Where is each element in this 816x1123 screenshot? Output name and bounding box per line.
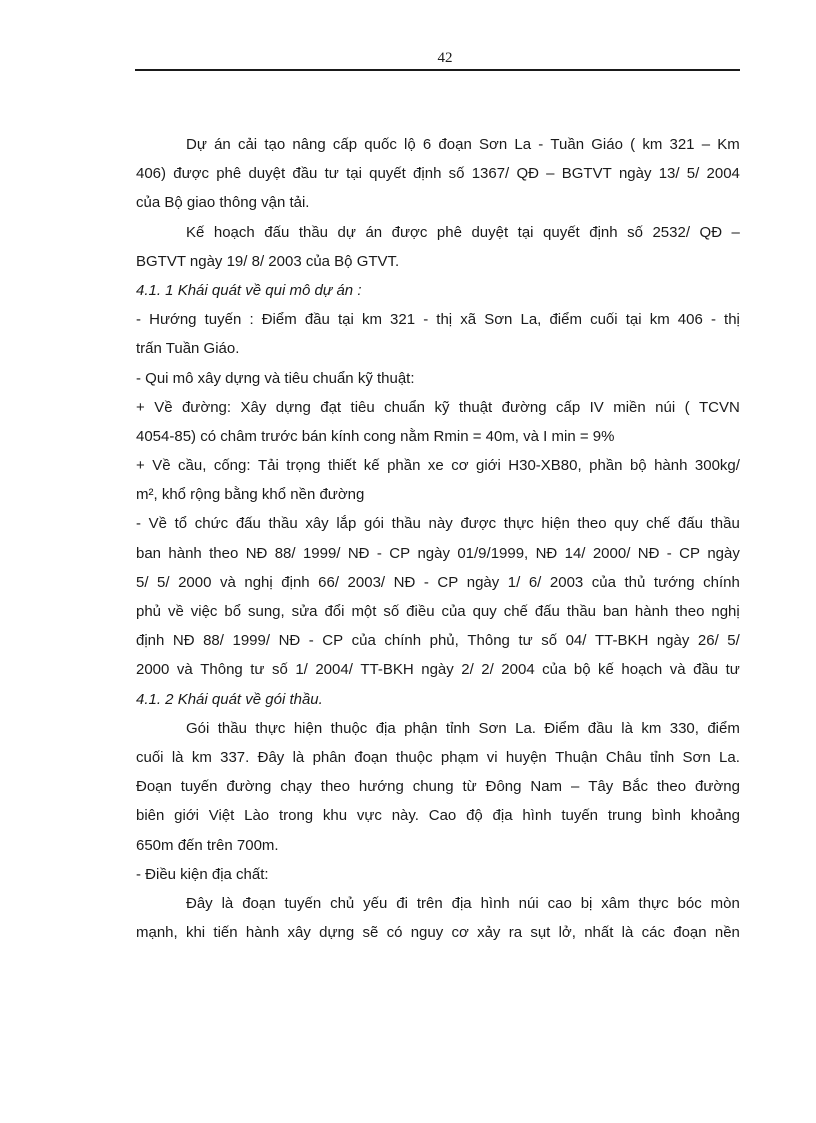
text-line: - Qui mô xây dựng và tiêu chuẩn kỹ thuật: [136, 369, 415, 387]
text-line: m², khổ rộng bằng khổ nền đường [136, 486, 365, 504]
text-line: Đoạn tuyến đường chạy theo hướng chung từ Đông Nam – Tây Bắc theo đường [136, 778, 740, 796]
section-heading: 4.1. 2 Khái quát về gói thầu. [136, 690, 323, 708]
text-line: + Về cầu, cống: Tải trọng thiết kế phần xe cơ giới H30-XB80, phần bộ hành 300kg/ [136, 457, 740, 475]
page-number: 42 [437, 50, 453, 66]
text-line: cuối là km 337. Đây là phân đoạn thuộc phạm vi huyện Thuận Châu tỉnh Sơn La. [136, 748, 740, 766]
text-line: 406) được phê duyệt đầu tư tại quyết định số 1367/ QĐ – BGTVT ngày 13/ 5/ 2004 [136, 165, 740, 183]
text-line: mạnh, khi tiến hành xây dựng sẽ có nguy cơ xảy ra sụt lở, nhất là các đoạn nền [136, 924, 740, 942]
text-line: 650m đến trên 700m. [136, 836, 279, 854]
text-line: 5/ 5/ 2000 và nghị định 66/ 2003/ NĐ - CP ngày 1/ 6/ 2003 của thủ tướng chính [136, 573, 740, 591]
section-heading: 4.1. 1 Khái quát về qui mô dự án : [136, 281, 362, 299]
text-line: 4054-85) có châm trước bán kính cong nằm Rmin = 40m, và I min = 9% [136, 427, 615, 445]
text-line: phủ về việc bổ sung, sửa đổi một số điều của quy chế đấu thầu ban hành theo nghị [136, 603, 740, 620]
text-line: - Điều kiện địa chất: [136, 865, 269, 883]
text-line: - Hướng tuyến : Điểm đầu tại km 321 - thị xã Sơn La, điểm cuối tại km 406 - thị [136, 311, 740, 329]
text-line: 2000 và Thông tư số 1/ 2004/ TT-BKH ngày 2/ 2/ 2004 của bộ kế hoạch và đầu tư [136, 661, 740, 679]
text-line: định NĐ 88/ 1999/ NĐ - CP của chính phủ, Thông tư số 04/ TT-BKH ngày 26/ 5/ [136, 632, 740, 650]
header-rule [135, 69, 740, 71]
text-line: ban hành theo NĐ 88/ 1999/ NĐ - CP ngày 01/9/1999, NĐ 14/ 2000/ NĐ - CP ngày [136, 544, 740, 562]
text-line: biên giới Việt Lào trong khu vực này. Cao độ địa hình tuyến trung bình khoảng [136, 807, 740, 825]
text-line: + Về đường: Xây dựng đạt tiêu chuẩn kỹ thuật đường cấp IV miền núi ( TCVN [136, 398, 740, 416]
text-line: của Bộ giao thông vận tải. [136, 194, 310, 212]
text-line: Gói thầu thực hiện thuộc địa phận tỉnh Sơn La. Điểm đầu là km 330, điểm [186, 719, 740, 737]
text-line: Kế hoạch đấu thầu dự án được phê duyệt tại quyết định số 2532/ QĐ – [186, 223, 740, 241]
text-line: BGTVT ngày 19/ 8/ 2003 của Bộ GTVT. [136, 252, 400, 270]
text-line: Đây là đoạn tuyến chủ yếu đi trên địa hình núi cao bị xâm thực bóc mòn [186, 894, 740, 912]
document-body [136, 130, 740, 947]
text-line: trấn Tuần Giáo. [136, 340, 240, 358]
text-line: - Về tổ chức đấu thầu xây lắp gói thầu này được thực hiện theo quy chế đấu thầu [136, 515, 740, 533]
text-line: Dự án cải tạo nâng cấp quốc lộ 6 đoạn Sơn La - Tuần Giáo ( km 321 – Km [186, 136, 740, 153]
